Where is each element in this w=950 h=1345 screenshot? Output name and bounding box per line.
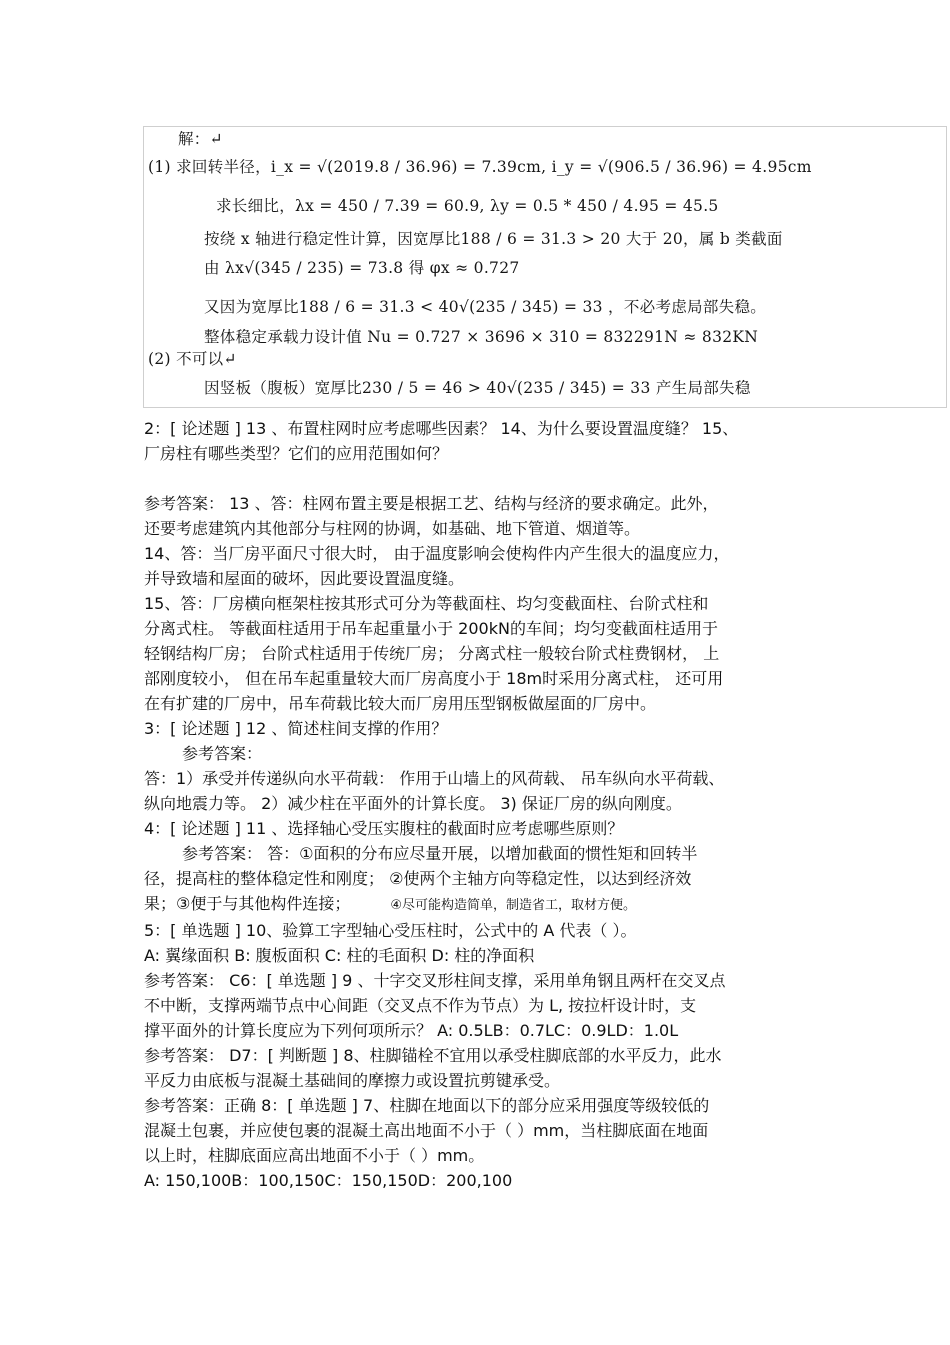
answer-line: 还要考虑建筑内其他部分与柱网的协调，如基础、地下管道、烟道等。 [144,519,641,538]
question-8-line: 混凝土包裹，并应使包裹的混凝土高出地面不小于（ ）mm，当柱脚底面在地面 [144,1121,709,1140]
question-7-line: 平反力由底板与混凝土基础间的摩擦力或设置抗剪键承受。 [144,1071,561,1090]
solution-line-8: (2) 不可以↵ [148,350,237,368]
answer-line: 分离式柱。 等截面柱适用于吊车起重量小于 200kN的车间；均匀变截面柱适用于 [144,619,718,638]
question-5-line: 5：[ 单选题 ] 10、验算工字型轴心受压柱时，公式中的 A 代表（ ）。 [144,921,637,940]
question-8-line: 以上时，柱脚底面应高出地面不小于（ ）mm。 [144,1146,485,1165]
answer-segment: 果；③便于与其他构件连接； [144,894,351,913]
scanned-solution-image [143,126,947,408]
answer-line: 14、答：当厂房平面尺寸很大时， 由于温度影响会使构件内产生很大的温度应力， [144,544,730,563]
answer-line: 参考答案： 答：①面积的分布应尽量开展，以增加截面的惯性矩和回转半 [182,844,698,863]
answer-line: 参考答案：正确 8：[ 单选题 ] 7、柱脚在地面以下的部分应采用强度等级较低的 [144,1096,710,1115]
question-3-line: 3：[ 论述题 ] 12 、简述柱间支撑的作用？ [144,719,448,738]
answer-line: 参考答案： 13 、答：柱网布置主要是根据工艺、结构与经济的要求确定。此外， [144,494,719,513]
answer-line: 答：1）承受并传递纵向水平荷载： 作用于山墙上的风荷载、 吊车纵向水平荷载、 [144,769,725,788]
solution-line-4: 按绕 x 轴进行稳定性计算，因宽厚比188 / 6 = 31.3 > 20 大于 20，属 b 类截面 [204,230,783,248]
options-line: A: 翼缘面积 B: 腹板面积 C: 柱的毛面积 D: 柱的净面积 [144,946,535,965]
answer-line: 参考答案： D7：[ 判断题 ] 8、柱脚锚栓不宜用以承受柱脚底部的水平反力，此水 [144,1046,722,1065]
question-4-line: 4：[ 论述题 ] 11 、选择轴心受压实腹柱的截面时应考虑哪些原则？ [144,819,624,838]
document-body [144,416,824,1193]
answer-segment-small: ④尽可能构造简单，制造省工，取材方便。 [390,898,637,913]
solution-line-9: 因竖板（腹板）宽厚比230 / 5 = 46 > 40√(235 / 345) = 33 产生局部失稳 [204,379,751,397]
solution-line-7: 整体稳定承载力设计值 Nu = 0.727 × 3696 × 310 = 832291N ≈ 832KN [204,328,759,346]
solution-line-3: 求长细比，λx = 450 / 7.39 = 60.9, λy = 0.5 * 450 / 4.95 = 45.5 [216,197,719,215]
answer-line: 并导致墙和屋面的破坏，因此要设置温度缝。 [144,569,465,588]
question-2-line: 2：[ 论述题 ] 13 、布置柱网时应考虑哪些因素？ 14、为什么要设置温度缝？ 15、 [144,419,739,438]
solution-line-5: 由 λx√(345 / 235) = 73.8 得 φx ≈ 0.727 [204,259,520,277]
answer-line: 轻钢结构厂房； 台阶式柱适用于传统厂房； 分离式柱一般较台阶式柱费钢材， 上 [144,644,720,663]
question-6-line: 撑平面外的计算长度应为下列何项所示？ A: 0.5LB：0.7LC：0.9LD：1.0L [144,1021,679,1040]
answer-line: 参考答案： C6：[ 单选题 ] 9 、十字交叉形柱间支撑，采用单角钢且两杆在交叉点 [144,971,726,990]
solution-line-1: 解：↵ [178,130,223,148]
options-line: A: 150,100B：100,150C：150,150D：200,100 [144,1171,513,1190]
answer-line: 径，提高柱的整体稳定性和刚度； ②使两个主轴方向等稳定性，以达到经济效 [144,869,692,888]
question-6-line: 不中断，支撑两端节点中心间距（交叉点不作为节点）为 L, 按拉杆设计时，支 [144,996,697,1015]
answer-line: 部刚度较小， 但在吊车起重量较大而厂房高度小于 18m时采用分离式柱， 还可用 [144,669,724,688]
answer-line: 纵向地震力等。 2）减少柱在平面外的计算长度。 3) 保证厂房的纵向刚度。 [144,794,682,813]
answer-line: 在有扩建的厂房中，吊车荷载比较大而厂房用压型钢板做屋面的厂房中。 [144,694,657,713]
solution-line-2: (1) 求回转半径，i_x = √(2019.8 / 36.96) = 7.39cm, i_y = √(906.5 / 36.96) = 4.95cm [148,158,812,176]
solution-line-6: 又因为宽厚比188 / 6 = 31.3 < 40√(235 / 345) = 33 ，不必考虑局部失稳。 [204,298,767,316]
question-2-line: 厂房柱有哪些类型？它们的应用范围如何？ [144,444,449,463]
answer-line: 15、答：厂房横向框架柱按其形式可分为等截面柱、均匀变截面柱、台阶式柱和 [144,594,709,613]
answer-line [144,891,824,918]
answer-label: 参考答案： [182,744,263,763]
